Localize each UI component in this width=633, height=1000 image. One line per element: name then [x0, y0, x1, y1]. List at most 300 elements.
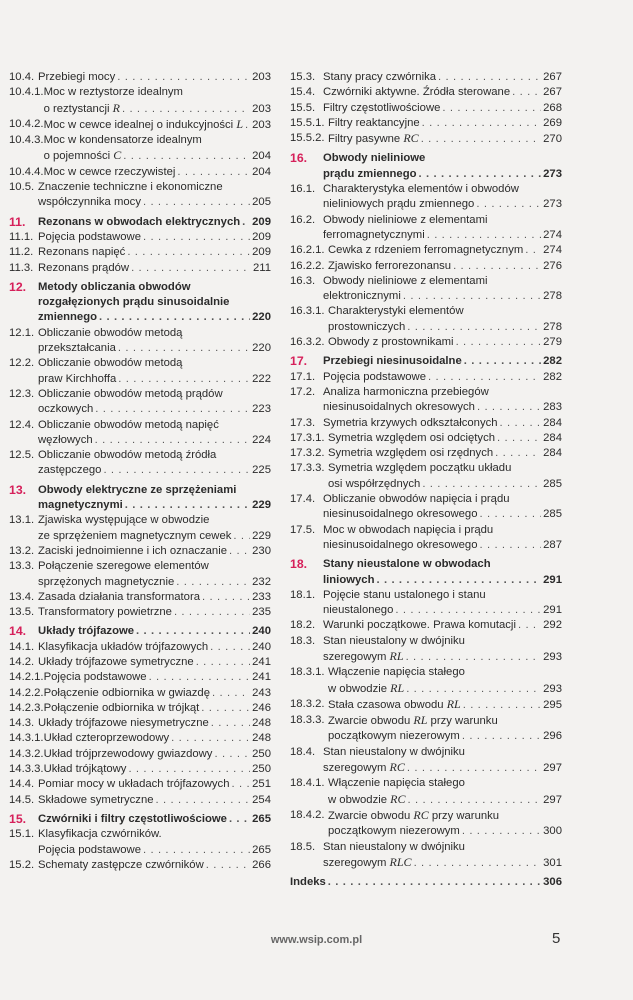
dot-leader [211, 716, 250, 731]
toc-entry[interactable] [290, 259, 562, 274]
dot-leader [406, 682, 541, 697]
toc-entry[interactable] [9, 180, 271, 211]
section-number: 18.3.3. [290, 714, 325, 727]
dot-leader [428, 370, 541, 385]
toc-chapter[interactable] [9, 215, 271, 230]
entry-text: Czwórniki aktywne. Źródła sterowane [323, 86, 511, 99]
page-ref: 204 [252, 150, 271, 163]
toc-entry[interactable] [9, 261, 271, 276]
page-ref: 284 [543, 431, 562, 444]
entry-text: Symetria względem osi odciętych [328, 431, 496, 444]
section-number: 14.2.1. [9, 671, 44, 684]
math-symbol: RL [390, 680, 405, 695]
toc-entry[interactable] [290, 523, 562, 554]
title-line-text [38, 195, 141, 210]
toc-entry[interactable] [290, 697, 562, 713]
title-line [44, 701, 271, 716]
entry-text: początkowym niezerowym [328, 825, 460, 838]
entry-text: niesinusoidalnego okresowego [323, 538, 478, 551]
section-title [328, 446, 562, 461]
toc-entry[interactable] [9, 670, 271, 685]
page-ref: 300 [543, 825, 562, 838]
entry-text: Układ trójprzewodowy gwiazdowy [43, 747, 213, 760]
entry-text: praw Kirchhoffa [38, 372, 117, 385]
toc-chapter[interactable] [290, 557, 562, 588]
title-line-text [38, 70, 115, 85]
entry-text: Pojęcie stanu ustalonego i stanu [323, 588, 486, 601]
dot-leader [518, 618, 541, 633]
dot-leader [232, 777, 251, 792]
page-ref: 273 [543, 198, 562, 211]
title-line-text [38, 326, 182, 341]
math-symbol: RLC [389, 854, 412, 869]
title-line-text [38, 655, 194, 670]
page-ref: 273 [543, 167, 562, 180]
title-line [328, 446, 562, 461]
toc-entry[interactable] [9, 230, 271, 245]
page-ref: 284 [543, 416, 562, 429]
dot-leader [512, 85, 541, 100]
toc-entry[interactable] [9, 448, 271, 479]
title-line-text [328, 776, 465, 791]
page-ref: 203 [252, 71, 271, 83]
title-line-text [323, 400, 475, 415]
dot-leader [406, 650, 542, 665]
section-number: 17.3.1. [290, 431, 325, 444]
section-number: 13.5. [9, 606, 35, 619]
section-title [323, 385, 562, 416]
dot-leader [495, 446, 541, 461]
title-line-text [328, 792, 406, 808]
entry-text: Składowe symetryczne [38, 793, 154, 806]
title-line [323, 492, 562, 507]
toc-entry[interactable] [290, 492, 562, 523]
entry-text: przy warunku [428, 809, 500, 822]
toc-entry[interactable] [9, 655, 271, 670]
toc-entry[interactable] [290, 416, 562, 431]
toc-entry[interactable] [9, 590, 271, 605]
dot-leader [212, 686, 250, 701]
entry-text: Obwody nieliniowe z elementami [323, 213, 488, 226]
title-line-text [323, 416, 498, 431]
dot-leader [131, 261, 251, 276]
dot-leader [403, 289, 541, 304]
toc-entry[interactable] [9, 418, 271, 449]
title-line [328, 808, 562, 824]
toc-entry[interactable] [9, 827, 271, 858]
section-number: 18. [290, 557, 308, 572]
dot-leader [419, 167, 542, 182]
section-number: 10.4.4. [9, 165, 44, 178]
section-title [328, 335, 562, 350]
toc-entry[interactable] [9, 117, 271, 133]
title-line [328, 681, 562, 697]
toc-entry[interactable] [9, 793, 271, 808]
section-number: 17.1. [290, 370, 316, 383]
toc-entry[interactable] [290, 461, 562, 492]
title-line [323, 538, 562, 553]
section-number: 11.3. [9, 261, 34, 274]
toc-chapter[interactable] [9, 624, 271, 639]
title-line [323, 289, 562, 304]
title-line-text [323, 618, 516, 633]
toc-entry[interactable] [9, 544, 271, 559]
title-line-text [290, 875, 326, 890]
section-number: 10.4. [9, 71, 35, 83]
entry-text: ze sprzężeniem magnetycznym cewek [38, 529, 232, 542]
toc-entry[interactable] [290, 70, 562, 85]
title-line-text [38, 245, 125, 260]
toc-chapter[interactable] [9, 280, 271, 326]
page-ref: 267 [543, 71, 562, 83]
title-line [38, 483, 271, 498]
title-line [328, 729, 562, 744]
toc-entry[interactable] [9, 245, 271, 260]
dot-leader [242, 215, 250, 230]
entry-text: nieliniowych prądu zmiennego [323, 198, 475, 211]
section-title [328, 697, 562, 713]
toc-entry[interactable] [9, 85, 271, 117]
toc-entry[interactable] [9, 762, 271, 777]
section-number: 12.5. [9, 449, 35, 462]
toc-chapter[interactable] [290, 354, 562, 369]
section-number: 18.4.2. [290, 808, 325, 821]
math-symbol: C [113, 148, 122, 163]
toc-entry[interactable] [290, 385, 562, 416]
entry-text: Rezonans prądów [38, 261, 130, 274]
title-line-text [38, 418, 219, 433]
toc-entry[interactable] [290, 588, 562, 619]
toc-entry[interactable] [9, 70, 271, 85]
entry-text: liniowych [323, 573, 375, 586]
toc-entry[interactable] [9, 165, 271, 180]
toc-entry[interactable] [290, 665, 562, 697]
toc-entry[interactable] [9, 777, 271, 792]
title-line [323, 385, 562, 400]
title-line-text [328, 304, 464, 319]
section-number: 15.5. [290, 101, 316, 114]
toc-entry[interactable] [290, 446, 562, 461]
toc-chapter[interactable] [9, 483, 271, 514]
title-line [323, 416, 562, 431]
toc-entry[interactable] [9, 858, 271, 873]
toc-entry[interactable] [290, 116, 562, 131]
entry-text: Indeks [290, 876, 326, 889]
section-title [44, 165, 271, 180]
page-ref: 265 [252, 812, 271, 825]
title-line-text [323, 213, 488, 228]
toc-entry[interactable] [290, 618, 562, 633]
toc-entry[interactable] [9, 387, 271, 418]
toc-entry[interactable] [290, 634, 562, 666]
page-ref: 254 [252, 793, 271, 806]
title-line-text [38, 793, 154, 808]
toc-entry[interactable] [290, 370, 562, 385]
entry-text: Charakterystyki elementów [328, 305, 464, 318]
dot-leader [99, 310, 250, 325]
title-line-text [44, 747, 213, 762]
title-line-text [44, 701, 200, 716]
entry-text: sprzężonych magnetycznie [38, 575, 175, 588]
entry-text: Połączenie odbiornika w gwiazdę [43, 686, 210, 699]
entry-text: Filtry reaktancyjne [328, 116, 420, 129]
title-line [38, 372, 271, 387]
dot-leader [202, 590, 250, 605]
dot-leader [442, 101, 541, 116]
title-line [328, 131, 562, 147]
toc-entry[interactable] [290, 243, 562, 258]
entry-text: Obwody nieliniowe [323, 152, 426, 165]
title-line [38, 858, 271, 873]
dot-leader [143, 195, 250, 210]
title-line [38, 433, 271, 448]
toc-entry[interactable] [290, 335, 562, 350]
dot-leader [95, 402, 250, 417]
page-ref: 267 [543, 86, 562, 99]
toc-entry[interactable] [9, 605, 271, 620]
entry-text: Układy trójfazowe niesymetryczne [38, 717, 209, 730]
section-title [323, 492, 562, 523]
section-number: 13.2. [9, 544, 35, 557]
toc-entry[interactable] [290, 776, 562, 808]
title-line [323, 573, 562, 588]
toc-entry[interactable] [290, 85, 562, 100]
math-symbol: RL [446, 696, 461, 711]
page-ref: 293 [543, 682, 562, 695]
toc-entry[interactable] [9, 559, 271, 590]
toc-entry[interactable] [290, 101, 562, 116]
section-title [38, 513, 271, 544]
title-line-text [38, 858, 204, 873]
section-title [328, 116, 562, 131]
title-line [323, 649, 562, 665]
toc-entry[interactable] [290, 213, 562, 244]
section-number: 14.4. [9, 778, 35, 791]
title-line [328, 431, 562, 446]
dot-leader [245, 118, 250, 133]
dot-leader [143, 843, 250, 858]
math-symbol: RC [389, 760, 405, 775]
title-line [328, 665, 562, 680]
page-ref: 283 [543, 401, 562, 414]
toc-entry[interactable] [290, 713, 562, 745]
entry-text: magnetycznymi [38, 499, 123, 512]
dot-leader [477, 400, 541, 415]
section-number: 16.3.1. [290, 305, 325, 318]
title-line-text [38, 590, 200, 605]
toc-entry[interactable] [290, 808, 562, 840]
section-title [38, 245, 271, 260]
title-line-text [44, 85, 183, 100]
page-ref: 225 [252, 464, 271, 477]
title-line [328, 243, 562, 258]
toc-entry[interactable] [9, 356, 271, 387]
title-line-text [44, 117, 243, 133]
section-number: 17.3.3. [290, 462, 325, 475]
page-ref: 223 [252, 403, 271, 416]
title-line [38, 843, 271, 858]
section-number: 18.1. [290, 588, 316, 601]
entry-text: nieustalonego [323, 604, 394, 617]
toc-entry[interactable] [9, 513, 271, 544]
title-line [38, 559, 271, 574]
title-line [38, 777, 271, 792]
title-line-text [328, 461, 511, 476]
toc-entry[interactable] [290, 840, 562, 872]
toc-entry[interactable] [290, 745, 562, 777]
dot-leader [497, 431, 541, 446]
toc-entry[interactable] [9, 640, 271, 655]
title-line [323, 557, 562, 572]
section-title [38, 827, 271, 858]
toc-entry[interactable] [9, 716, 271, 731]
entry-text: Obliczanie obwodów metodą [38, 326, 183, 339]
title-line-text [44, 670, 147, 685]
entry-text: przy warunku [427, 715, 498, 728]
title-line [328, 776, 562, 791]
title-line [328, 116, 562, 131]
entry-text: Rezonans w obwodach elektrycznych [38, 215, 241, 228]
entry-text: w obwodzie [328, 793, 391, 806]
entry-text: Obliczanie obwodów metodą napięć [38, 418, 219, 431]
section-title [290, 875, 562, 890]
dot-leader [421, 132, 541, 147]
toc-entry[interactable] [290, 431, 562, 446]
toc-entry[interactable] [9, 747, 271, 762]
dot-leader [525, 243, 541, 258]
entry-text: Zjawiska występujące w obwodzie [38, 514, 210, 527]
toc-entry[interactable] [9, 701, 271, 716]
title-line [323, 523, 562, 538]
title-line-text [328, 446, 493, 461]
dot-leader [463, 698, 541, 713]
page-ref: 297 [543, 762, 562, 775]
entry-text: niesinusoidalnych okresowych [323, 401, 475, 414]
toc-entry[interactable] [9, 686, 271, 701]
toc-entry[interactable] [290, 274, 562, 305]
entry-text: Charakterystyka elementów i obwodów [323, 183, 519, 196]
section-title [38, 544, 271, 559]
page-ref: 229 [252, 499, 271, 512]
title-line-text [38, 310, 97, 325]
page-ref: 240 [252, 640, 271, 653]
section-title [323, 151, 562, 182]
section-title [38, 812, 271, 827]
title-line-text [328, 320, 405, 335]
math-symbol: L [236, 116, 244, 131]
dot-leader [95, 433, 251, 448]
section-number: 16.2.1. [290, 244, 325, 257]
toc-chapter[interactable] [290, 151, 562, 182]
page-ref: 224 [252, 433, 271, 446]
toc-chapter[interactable] [9, 812, 271, 827]
title-line [38, 605, 271, 620]
math-symbol: RC [403, 131, 419, 146]
toc-entry[interactable] [9, 731, 271, 746]
title-line-text [323, 228, 425, 243]
section-number: 16. [290, 151, 308, 166]
entry-text: Znaczenie techniczne i ekonomiczne [38, 181, 223, 194]
toc-entry[interactable] [290, 182, 562, 213]
section-number: 14.2.2. [9, 686, 44, 699]
title-line [323, 634, 562, 649]
page-ref: 274 [543, 228, 562, 241]
section-number: 14.3. [9, 717, 35, 730]
title-line-text [38, 529, 231, 544]
toc-entry[interactable] [290, 304, 562, 335]
entry-text: szeregowym [323, 650, 390, 663]
title-line-text [323, 289, 401, 304]
title-line [38, 180, 271, 195]
entry-text: Cewka z rdzeniem ferromagnetycznym [328, 244, 524, 257]
title-line-text [323, 167, 417, 182]
page-ref: 203 [252, 102, 271, 115]
toc-entry[interactable] [9, 326, 271, 357]
section-number: 18.4. [290, 745, 316, 758]
dot-leader [229, 544, 250, 559]
page-ref: 278 [543, 290, 562, 303]
section-title [44, 762, 271, 777]
page-ref: 241 [252, 671, 271, 684]
title-line [44, 670, 271, 685]
title-line [323, 855, 562, 871]
section-title [323, 745, 562, 777]
dot-leader [117, 70, 250, 85]
page-ref: 243 [252, 686, 271, 699]
dot-leader [462, 824, 541, 839]
section-number: 16.3. [290, 274, 316, 287]
toc-entry[interactable] [9, 133, 271, 165]
section-number: 14.2. [9, 655, 35, 668]
title-line-text [323, 85, 510, 100]
entry-text: szeregowym [323, 762, 390, 775]
section-title [328, 304, 562, 335]
section-title [38, 356, 271, 387]
entry-text: Warunki początkowe. Prawa komutacji [323, 619, 516, 632]
title-line [38, 812, 271, 827]
section-title [38, 230, 271, 245]
toc-entry[interactable] [290, 131, 562, 147]
title-line-text [44, 731, 170, 746]
title-line-text [38, 433, 93, 448]
entry-text: Zaciski jednoimienne i ich oznaczanie [38, 544, 228, 557]
section-title [38, 215, 271, 230]
title-line [38, 295, 271, 310]
entry-text: zastępczego [38, 464, 102, 477]
entry-text: w obwodzie [328, 682, 391, 695]
section-title [323, 840, 562, 872]
entry-text: Rezonans napięć [38, 246, 126, 259]
section-number: 16.2.2. [290, 259, 325, 272]
title-line-text [38, 261, 129, 276]
page-ref: 266 [252, 858, 271, 871]
title-line [328, 792, 562, 808]
section-number: 14.2.3. [9, 701, 44, 714]
dot-leader [214, 747, 250, 762]
title-line [38, 655, 271, 670]
title-line [323, 354, 562, 369]
dot-leader [408, 793, 542, 808]
section-number: 15.2. [9, 858, 35, 871]
section-title [38, 655, 271, 670]
toc-chapter[interactable] [290, 875, 562, 890]
section-title [38, 716, 271, 731]
dot-leader [123, 149, 250, 164]
title-line-text [38, 640, 208, 655]
title-line-text [323, 274, 488, 289]
section-number: 12.3. [9, 387, 35, 400]
title-line [323, 274, 562, 289]
